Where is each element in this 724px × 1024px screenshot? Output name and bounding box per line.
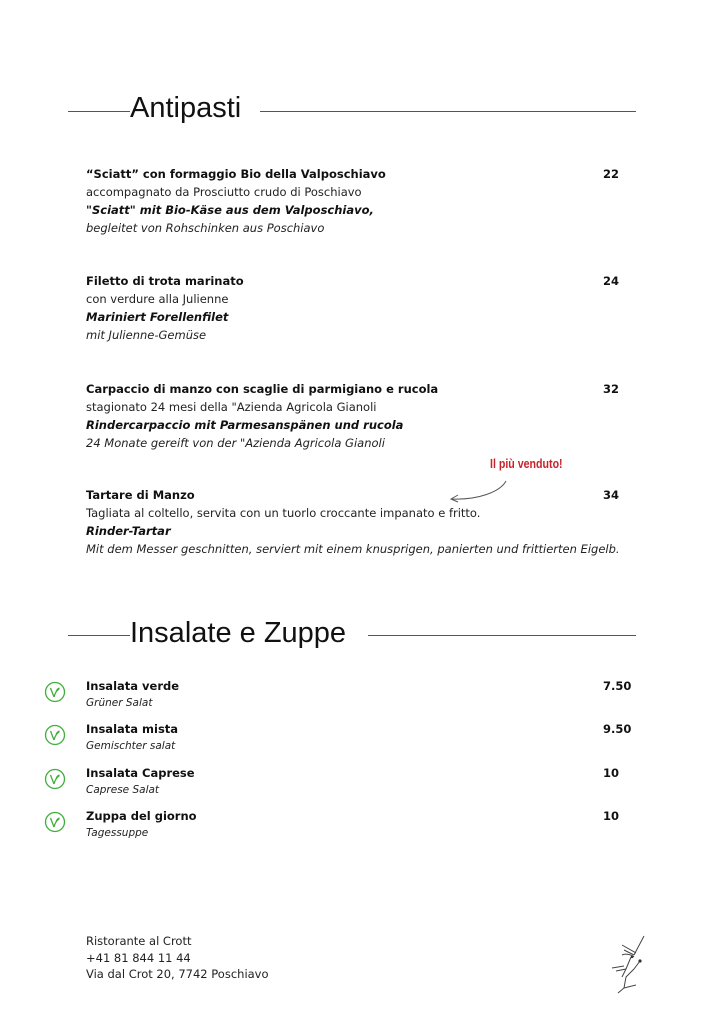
menu-item — [86, 382, 631, 451]
restaurant-info — [86, 933, 269, 983]
item-price: 32 — [603, 382, 620, 396]
menu-item — [86, 167, 631, 236]
item-description-de: mit Julienne-Gemüse — [86, 328, 207, 342]
menu-item — [86, 274, 631, 343]
divider-line-right — [260, 111, 636, 112]
item-name: Carpaccio di manzo con scaglie di parmigiano e rucola — [86, 382, 439, 396]
item-price: 10 — [603, 766, 620, 780]
restaurant-phone: +41 81 844 11 44 — [86, 950, 191, 965]
item-description-de: 24 Monate gereift von der "Azienda Agricola Gianoli — [86, 436, 385, 450]
restaurant-logo-icon — [604, 933, 650, 995]
section-title: Antipasti — [130, 92, 242, 124]
item-name-de: Caprese Salat — [86, 784, 160, 796]
item-name-de: Rindercarpaccio mit Parmesanspänen und rucola — [86, 418, 404, 432]
vegetarian-icon — [44, 681, 66, 703]
item-name-de: "Sciatt" mit Bio-Käse aus dem Valposchiavo, — [86, 203, 374, 217]
menu-item — [40, 722, 630, 762]
divider-line-left — [68, 635, 130, 636]
item-price: 24 — [603, 274, 620, 288]
menu-item — [86, 488, 631, 557]
bestseller-badge: Il più venduto! — [490, 457, 563, 471]
item-price: 34 — [603, 488, 620, 502]
menu-item — [40, 766, 630, 806]
item-description-de: begleitet von Rohschinken aus Poschiavo — [86, 221, 325, 235]
item-price: 7.50 — [603, 679, 632, 693]
restaurant-name: Ristorante al Crott — [86, 934, 192, 948]
divider-line-right — [368, 635, 636, 636]
item-description-it: Tagliata al coltello, servita con un tuorlo croccante impanato e fritto. — [86, 506, 481, 520]
vegetarian-icon — [44, 724, 66, 746]
item-name: Filetto di trota marinato — [86, 274, 244, 288]
vegetarian-icon — [44, 768, 66, 790]
item-name-de: Rinder-Tartar — [86, 524, 171, 538]
section-title: Insalate e Zuppe — [130, 617, 347, 649]
item-name: Tartare di Manzo — [86, 488, 195, 502]
item-description-de: Mit dem Messer geschnitten, serviert mit einem knusprigen, panierten und frittierten Eigelb. — [86, 542, 620, 556]
item-name-de: Mariniert Forellenfilet — [86, 310, 229, 324]
item-price: 9.50 — [603, 722, 632, 736]
section-header-insalate — [68, 615, 636, 655]
item-name: Zuppa del giorno — [86, 809, 197, 823]
item-name: Insalata Caprese — [86, 766, 195, 780]
menu-item — [40, 809, 630, 849]
item-name-de: Gemischter salat — [86, 740, 176, 752]
item-name: Insalata mista — [86, 722, 179, 736]
item-name: “Sciatt” con formaggio Bio della Valposchiavo — [86, 167, 386, 181]
item-name-de: Tagessuppe — [86, 827, 149, 839]
restaurant-address: Via dal Crot 20, 7742 Poschiavo — [86, 967, 269, 981]
item-description-it: accompagnato da Prosciutto crudo di Poschiavo — [86, 185, 362, 199]
item-name-de: Grüner Salat — [86, 697, 153, 709]
divider-line-left — [68, 111, 130, 112]
menu-item — [40, 679, 630, 719]
item-description-it: con verdure alla Julienne — [86, 292, 229, 306]
item-name: Insalata verde — [86, 679, 180, 693]
item-price: 22 — [603, 167, 620, 181]
item-description-it: stagionato 24 mesi della "Azienda Agricola Gianoli — [86, 400, 377, 414]
item-price: 10 — [603, 809, 620, 823]
section-header-antipasti — [68, 90, 636, 130]
vegetarian-icon — [44, 811, 66, 833]
